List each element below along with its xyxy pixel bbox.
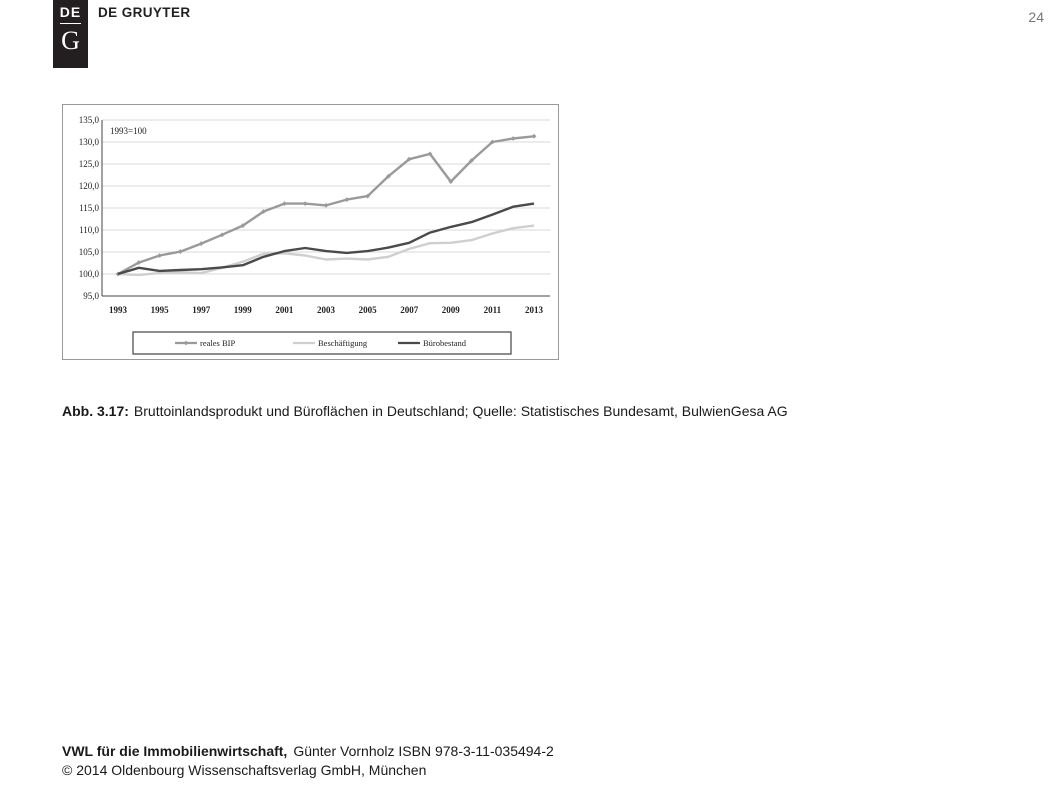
publisher-name: DE GRUYTER [98, 5, 191, 20]
figure-caption [62, 403, 788, 419]
chart-annotation: 1993=100 [110, 126, 147, 136]
y-tick-label: 95,0 [83, 291, 99, 301]
x-tick-label: 2007 [400, 305, 419, 315]
caption-label: Abb. 3.17: [62, 403, 129, 419]
x-tick-label: 1999 [233, 305, 252, 315]
x-tick-label: 2001 [275, 305, 294, 315]
x-tick-label: 2003 [317, 305, 335, 315]
x-tick-label: 2011 [483, 305, 502, 315]
series-line-2 [118, 204, 534, 274]
series-marker [511, 136, 516, 141]
publisher-logo [53, 0, 88, 68]
y-tick-label: 120,0 [78, 181, 99, 191]
x-tick-label: 1995 [150, 305, 169, 315]
legend-label: Bürobestand [423, 338, 466, 348]
y-tick-label: 105,0 [78, 247, 99, 257]
y-tick-label: 115,0 [79, 203, 99, 213]
legend-label: reales BIP [200, 338, 236, 348]
x-tick-label: 2009 [441, 305, 460, 315]
caption-text: Bruttoinlandsprodukt und Büroflächen in Deutschland; Quelle: Statistisches Bundesamt, BulwienGesa AG [133, 403, 788, 419]
footer [62, 742, 554, 780]
logo-g-text: G [61, 26, 80, 55]
copyright: © 2014 Oldenbourg Wissenschaftsverlag GmbH, München [62, 762, 427, 778]
line-chart [63, 105, 558, 359]
legend-label: Beschäftigung [318, 338, 368, 348]
y-tick-label: 130,0 [78, 137, 99, 147]
series-marker [324, 203, 329, 208]
page-number: 24 [1028, 9, 1044, 25]
logo-de-text: DE [59, 4, 82, 20]
x-tick-label: 2005 [358, 305, 377, 315]
book-title: VWL für die Immobilienwirtschaft, [62, 743, 288, 759]
y-tick-label: 100,0 [78, 269, 99, 279]
logo-divider [60, 23, 81, 24]
series-marker [344, 197, 349, 202]
y-tick-label: 135,0 [78, 115, 99, 125]
series-marker [303, 201, 308, 206]
y-tick-label: 110,0 [79, 225, 99, 235]
x-tick-label: 2013 [525, 305, 543, 315]
x-tick-label: 1993 [109, 305, 127, 315]
x-tick-label: 1997 [192, 305, 211, 315]
y-tick-label: 125,0 [78, 159, 99, 169]
author-isbn: Günter Vornholz ISBN 978-3-11-035494-2 [293, 743, 554, 759]
footer-book-line [62, 742, 554, 761]
series-marker [532, 134, 537, 139]
chart-frame [62, 104, 559, 360]
